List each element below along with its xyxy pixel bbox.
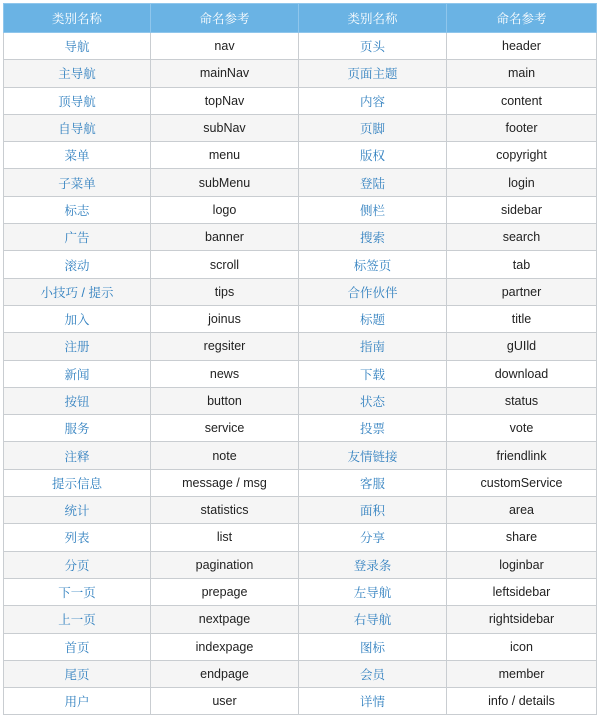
category-cell: 标志 bbox=[4, 196, 151, 223]
category-cell: 小技巧 / 提示 bbox=[4, 278, 151, 305]
naming-cell: banner bbox=[151, 224, 299, 251]
category-cell: 自导航 bbox=[4, 114, 151, 141]
table-row bbox=[4, 196, 597, 223]
naming-cell: subNav bbox=[151, 114, 299, 141]
category-cell: 标签页 bbox=[299, 251, 447, 278]
category-cell: 右导航 bbox=[299, 606, 447, 633]
naming-cell: title bbox=[447, 305, 597, 332]
category-cell: 左导航 bbox=[299, 578, 447, 605]
naming-cell: partner bbox=[447, 278, 597, 305]
header-naming-2: 命名参考 bbox=[447, 4, 597, 33]
naming-cell: search bbox=[447, 224, 597, 251]
category-cell: 滚动 bbox=[4, 251, 151, 278]
naming-cell: status bbox=[447, 387, 597, 414]
header-row bbox=[4, 4, 597, 33]
table-row bbox=[4, 224, 597, 251]
category-cell: 详情 bbox=[299, 688, 447, 715]
naming-reference-table bbox=[3, 3, 597, 715]
table-row bbox=[4, 524, 597, 551]
table-row bbox=[4, 688, 597, 715]
table-row bbox=[4, 633, 597, 660]
table-row bbox=[4, 142, 597, 169]
table-row bbox=[4, 169, 597, 196]
category-cell: 面积 bbox=[299, 497, 447, 524]
naming-cell: rightsidebar bbox=[447, 606, 597, 633]
category-cell: 广告 bbox=[4, 224, 151, 251]
naming-cell: info / details bbox=[447, 688, 597, 715]
naming-cell: endpage bbox=[151, 660, 299, 687]
naming-cell: subMenu bbox=[151, 169, 299, 196]
category-cell: 新闻 bbox=[4, 360, 151, 387]
category-cell: 分享 bbox=[299, 524, 447, 551]
category-cell: 分页 bbox=[4, 551, 151, 578]
table-row bbox=[4, 87, 597, 114]
category-cell: 页面主题 bbox=[299, 60, 447, 87]
naming-cell: login bbox=[447, 169, 597, 196]
category-cell: 首页 bbox=[4, 633, 151, 660]
table-body bbox=[4, 33, 597, 715]
category-cell: 上一页 bbox=[4, 606, 151, 633]
category-cell: 注册 bbox=[4, 333, 151, 360]
naming-table-container bbox=[3, 3, 596, 715]
naming-cell: download bbox=[447, 360, 597, 387]
category-cell: 客服 bbox=[299, 469, 447, 496]
category-cell: 侧栏 bbox=[299, 196, 447, 223]
category-cell: 合作伙伴 bbox=[299, 278, 447, 305]
category-cell: 提示信息 bbox=[4, 469, 151, 496]
category-cell: 页头 bbox=[299, 33, 447, 60]
category-cell: 会员 bbox=[299, 660, 447, 687]
table-row bbox=[4, 33, 597, 60]
naming-cell: topNav bbox=[151, 87, 299, 114]
table-row bbox=[4, 469, 597, 496]
naming-cell: vote bbox=[447, 415, 597, 442]
naming-cell: logo bbox=[151, 196, 299, 223]
table-row bbox=[4, 387, 597, 414]
table-row bbox=[4, 360, 597, 387]
naming-cell: gUIld bbox=[447, 333, 597, 360]
naming-cell: news bbox=[151, 360, 299, 387]
category-cell: 搜索 bbox=[299, 224, 447, 251]
table-row bbox=[4, 415, 597, 442]
naming-cell: mainNav bbox=[151, 60, 299, 87]
naming-cell: customService bbox=[447, 469, 597, 496]
category-cell: 注释 bbox=[4, 442, 151, 469]
table-row bbox=[4, 114, 597, 141]
naming-cell: friendlink bbox=[447, 442, 597, 469]
category-cell: 加入 bbox=[4, 305, 151, 332]
category-cell: 指南 bbox=[299, 333, 447, 360]
naming-cell: icon bbox=[447, 633, 597, 660]
naming-cell: header bbox=[447, 33, 597, 60]
table-header bbox=[4, 4, 597, 33]
table-row bbox=[4, 251, 597, 278]
naming-cell: nav bbox=[151, 33, 299, 60]
naming-cell: indexpage bbox=[151, 633, 299, 660]
naming-cell: button bbox=[151, 387, 299, 414]
naming-cell: regsiter bbox=[151, 333, 299, 360]
header-naming-1: 命名参考 bbox=[151, 4, 299, 33]
naming-cell: area bbox=[447, 497, 597, 524]
category-cell: 登录条 bbox=[299, 551, 447, 578]
table-row bbox=[4, 606, 597, 633]
naming-cell: service bbox=[151, 415, 299, 442]
table-row bbox=[4, 551, 597, 578]
naming-cell: pagination bbox=[151, 551, 299, 578]
naming-cell: user bbox=[151, 688, 299, 715]
table-row bbox=[4, 305, 597, 332]
naming-cell: sidebar bbox=[447, 196, 597, 223]
category-cell: 友情链接 bbox=[299, 442, 447, 469]
naming-cell: footer bbox=[447, 114, 597, 141]
category-cell: 顶导航 bbox=[4, 87, 151, 114]
naming-cell: tab bbox=[447, 251, 597, 278]
naming-cell: nextpage bbox=[151, 606, 299, 633]
table-row bbox=[4, 60, 597, 87]
naming-cell: prepage bbox=[151, 578, 299, 605]
category-cell: 内容 bbox=[299, 87, 447, 114]
naming-cell: copyright bbox=[447, 142, 597, 169]
table-row bbox=[4, 278, 597, 305]
naming-cell: menu bbox=[151, 142, 299, 169]
naming-cell: main bbox=[447, 60, 597, 87]
header-category-1: 类别名称 bbox=[4, 4, 151, 33]
naming-cell: member bbox=[447, 660, 597, 687]
naming-cell: joinus bbox=[151, 305, 299, 332]
category-cell: 版权 bbox=[299, 142, 447, 169]
table-row bbox=[4, 333, 597, 360]
table-row bbox=[4, 442, 597, 469]
category-cell: 菜单 bbox=[4, 142, 151, 169]
naming-cell: loginbar bbox=[447, 551, 597, 578]
category-cell: 主导航 bbox=[4, 60, 151, 87]
category-cell: 下一页 bbox=[4, 578, 151, 605]
category-cell: 尾页 bbox=[4, 660, 151, 687]
category-cell: 状态 bbox=[299, 387, 447, 414]
category-cell: 按钮 bbox=[4, 387, 151, 414]
table-row bbox=[4, 660, 597, 687]
category-cell: 统计 bbox=[4, 497, 151, 524]
naming-cell: tips bbox=[151, 278, 299, 305]
category-cell: 导航 bbox=[4, 33, 151, 60]
category-cell: 子菜单 bbox=[4, 169, 151, 196]
category-cell: 图标 bbox=[299, 633, 447, 660]
naming-cell: scroll bbox=[151, 251, 299, 278]
naming-cell: share bbox=[447, 524, 597, 551]
table-row bbox=[4, 578, 597, 605]
naming-cell: list bbox=[151, 524, 299, 551]
naming-cell: message / msg bbox=[151, 469, 299, 496]
table-row bbox=[4, 497, 597, 524]
naming-cell: leftsidebar bbox=[447, 578, 597, 605]
category-cell: 用户 bbox=[4, 688, 151, 715]
category-cell: 投票 bbox=[299, 415, 447, 442]
header-category-2: 类别名称 bbox=[299, 4, 447, 33]
naming-cell: statistics bbox=[151, 497, 299, 524]
category-cell: 下载 bbox=[299, 360, 447, 387]
category-cell: 登陆 bbox=[299, 169, 447, 196]
naming-cell: content bbox=[447, 87, 597, 114]
category-cell: 页脚 bbox=[299, 114, 447, 141]
category-cell: 列表 bbox=[4, 524, 151, 551]
category-cell: 标题 bbox=[299, 305, 447, 332]
category-cell: 服务 bbox=[4, 415, 151, 442]
naming-cell: note bbox=[151, 442, 299, 469]
